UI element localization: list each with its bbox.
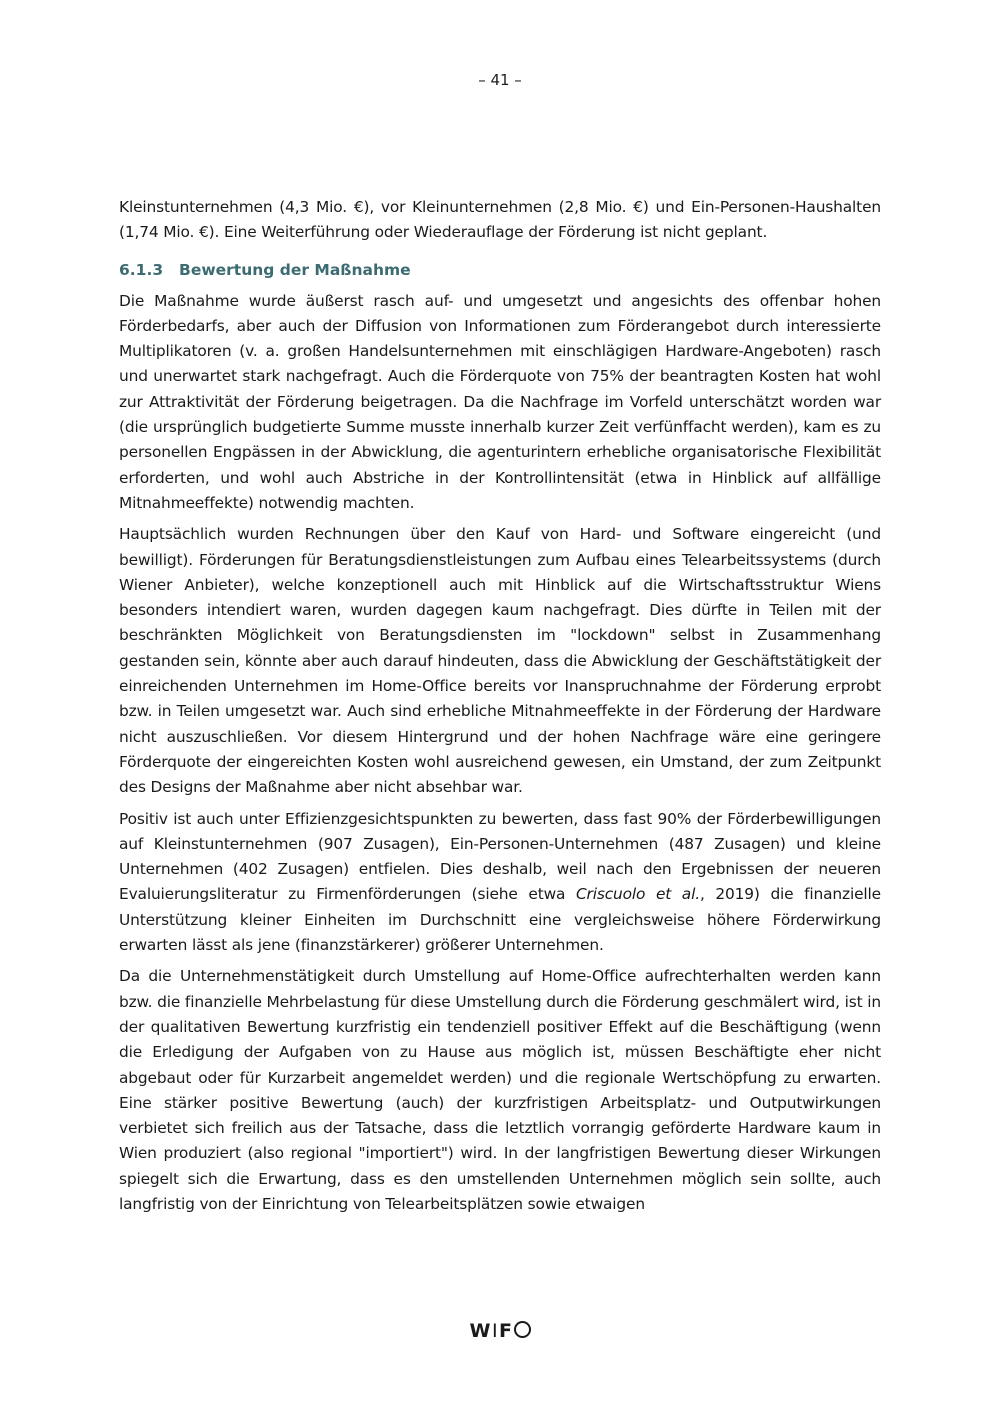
page-number: – 41 – (478, 71, 522, 89)
paragraph-invoices: Hauptsächlich wurden Rechnungen über den Kauf von Hard- und Software eingereicht (und bewilligt). Förderungen für Beratungsdienstleistungen zum Aufbau eines Telearbeitssystems (durch Wiener Anbieter), welche konzeptionell auch mit Hinblick auf die Wirtschaftsstruktur Wiens besonders intendiert waren, wurden dagegen kaum nachgefragt. Dies dürfte in Teilen mit der beschränkten Möglichkeit von Beratungsdiensten im "lockdown" selbst in Zusammenhang gestanden sein, könnte aber auch darauf hindeuten, dass die Abwicklung der Geschäftstätigkeit der einreichenden Unternehmen im Home-Office bereits vor Inanspruchnahme der Förderung erprobt bzw. in Teilen umgesetzt war. Auch sind erhebliche Mitnahmeeffekte in der Förderung der Hardware nicht auszuschließen. Vor diesem Hintergrund und der hohen Nachfrage wäre eine geringere Förderquote der eingereichten Kosten wohl ausreichend gewesen, ein Umstand, der zum Zeitpunkt des Designs der Maßnahme aber nicht absehbar war. (119, 525, 881, 797)
paragraph-employment: Da die Unternehmenstätigkeit durch Umstellung auf Home-Office aufrechterhalten werden kann bzw. die finanzielle Mehrbelastung für diese Umstellung durch die Förderung geschmälert wird, ist in der qualitativen Bewertung kurzfristig ein tendenziell positiver Effekt auf die Beschäftigung (wenn die Erledigung der Aufgaben von zu Hause aus möglich ist, müssen Beschäftigte eher nicht abgebaut oder für Kurzarbeit angemeldet werden) und die regionale Wertschöpfung zu erwarten. Eine stärker positive Bewertung (auch) der kurzfristigen Arbeitsplatz- und Outputwirkungen verbietet sich freilich aus der Tatsache, dass die letztlich vorrangig geförderte Hardware kaum in Wien produziert (also regional "importiert") wird. In der langfristigen Bewertung dieser Wirkungen spiegelt sich die Erwartung, dass es den umstellenden Unternehmen möglich sein sollte, auch langfristig von der Einrichtung von Telearbeitsplätzen sowie etwaigen (119, 967, 881, 1213)
efficiency-text-after: , 2019) die finanzielle Unterstützung kleiner Einheiten im Durchschnitt eine vergleichsweise höhere Förderwirkung erwarten lässt als jene (finanzstärkerer) größerer Unternehmen. (119, 885, 881, 955)
logo-circle-o-icon (514, 1321, 531, 1338)
logo-letter-i: I (491, 1320, 499, 1342)
paragraph-intro: Kleinstunternehmen (4,3 Mio. €), vor Kleinunternehmen (2,8 Mio. €) und Ein-Personen-Haushalten (1,74 Mio. €). Eine Weiterführung oder Wiederauflage der Förderung ist nicht geplant. (119, 198, 881, 242)
paragraph-efficiency (119, 807, 881, 959)
section-heading (119, 258, 881, 283)
wifo-logo (0, 1320, 1000, 1342)
page-body (119, 195, 881, 1223)
section-number: 6.1.3 (119, 260, 164, 279)
logo-letter-f: F (499, 1320, 513, 1342)
section-title: Bewertung der Maßnahme (179, 260, 411, 279)
paragraph-assessment: Die Maßnahme wurde äußerst rasch auf- und umgesetzt und angesichts des offenbar hohen Förderbedarfs, aber auch der Diffusion von Informationen zum Förderangebot durch interessierte Multiplikatoren (v. a. großen Handelsunternehmen mit einschlägigen Hardware-Angeboten) rasch und unerwartet stark nachgefragt. Auch die Förderquote von 75% der beantragten Kosten hat wohl zur Attraktivität der Förderung beigetragen. Da die Nachfrage im Vorfeld unterschätzt worden war (die ursprünglich budgetierte Summe musste innerhalb kurzer Zeit verfünffacht werden), kam es zu personellen Engpässen in der Abwicklung, die agenturintern erhebliche organisatorische Flexibilität erforderten, und wohl auch Abstriche in der Kontrollintensität (etwa in Hinblick auf allfällige Mitnahmeeffekte) notwendig machten. (119, 291, 881, 512)
citation: Criscuolo et al. (575, 885, 700, 904)
efficiency-text-before: Positiv ist auch unter Effizienzgesichtspunkten zu bewerten, dass fast 90% der Förderbewilligungen auf Kleinstunternehmen (907 Zusagen), Ein-Personen-Unternehmen (487 Zusagen) und kleine Unternehmen (402 Zusagen) entfielen. Dies deshalb, weil nach den Ergebnissen der neueren Evaluierungsliteratur zu Firmenförderungen (siehe etwa (119, 809, 881, 904)
logo-letter-w: W (469, 1320, 491, 1342)
